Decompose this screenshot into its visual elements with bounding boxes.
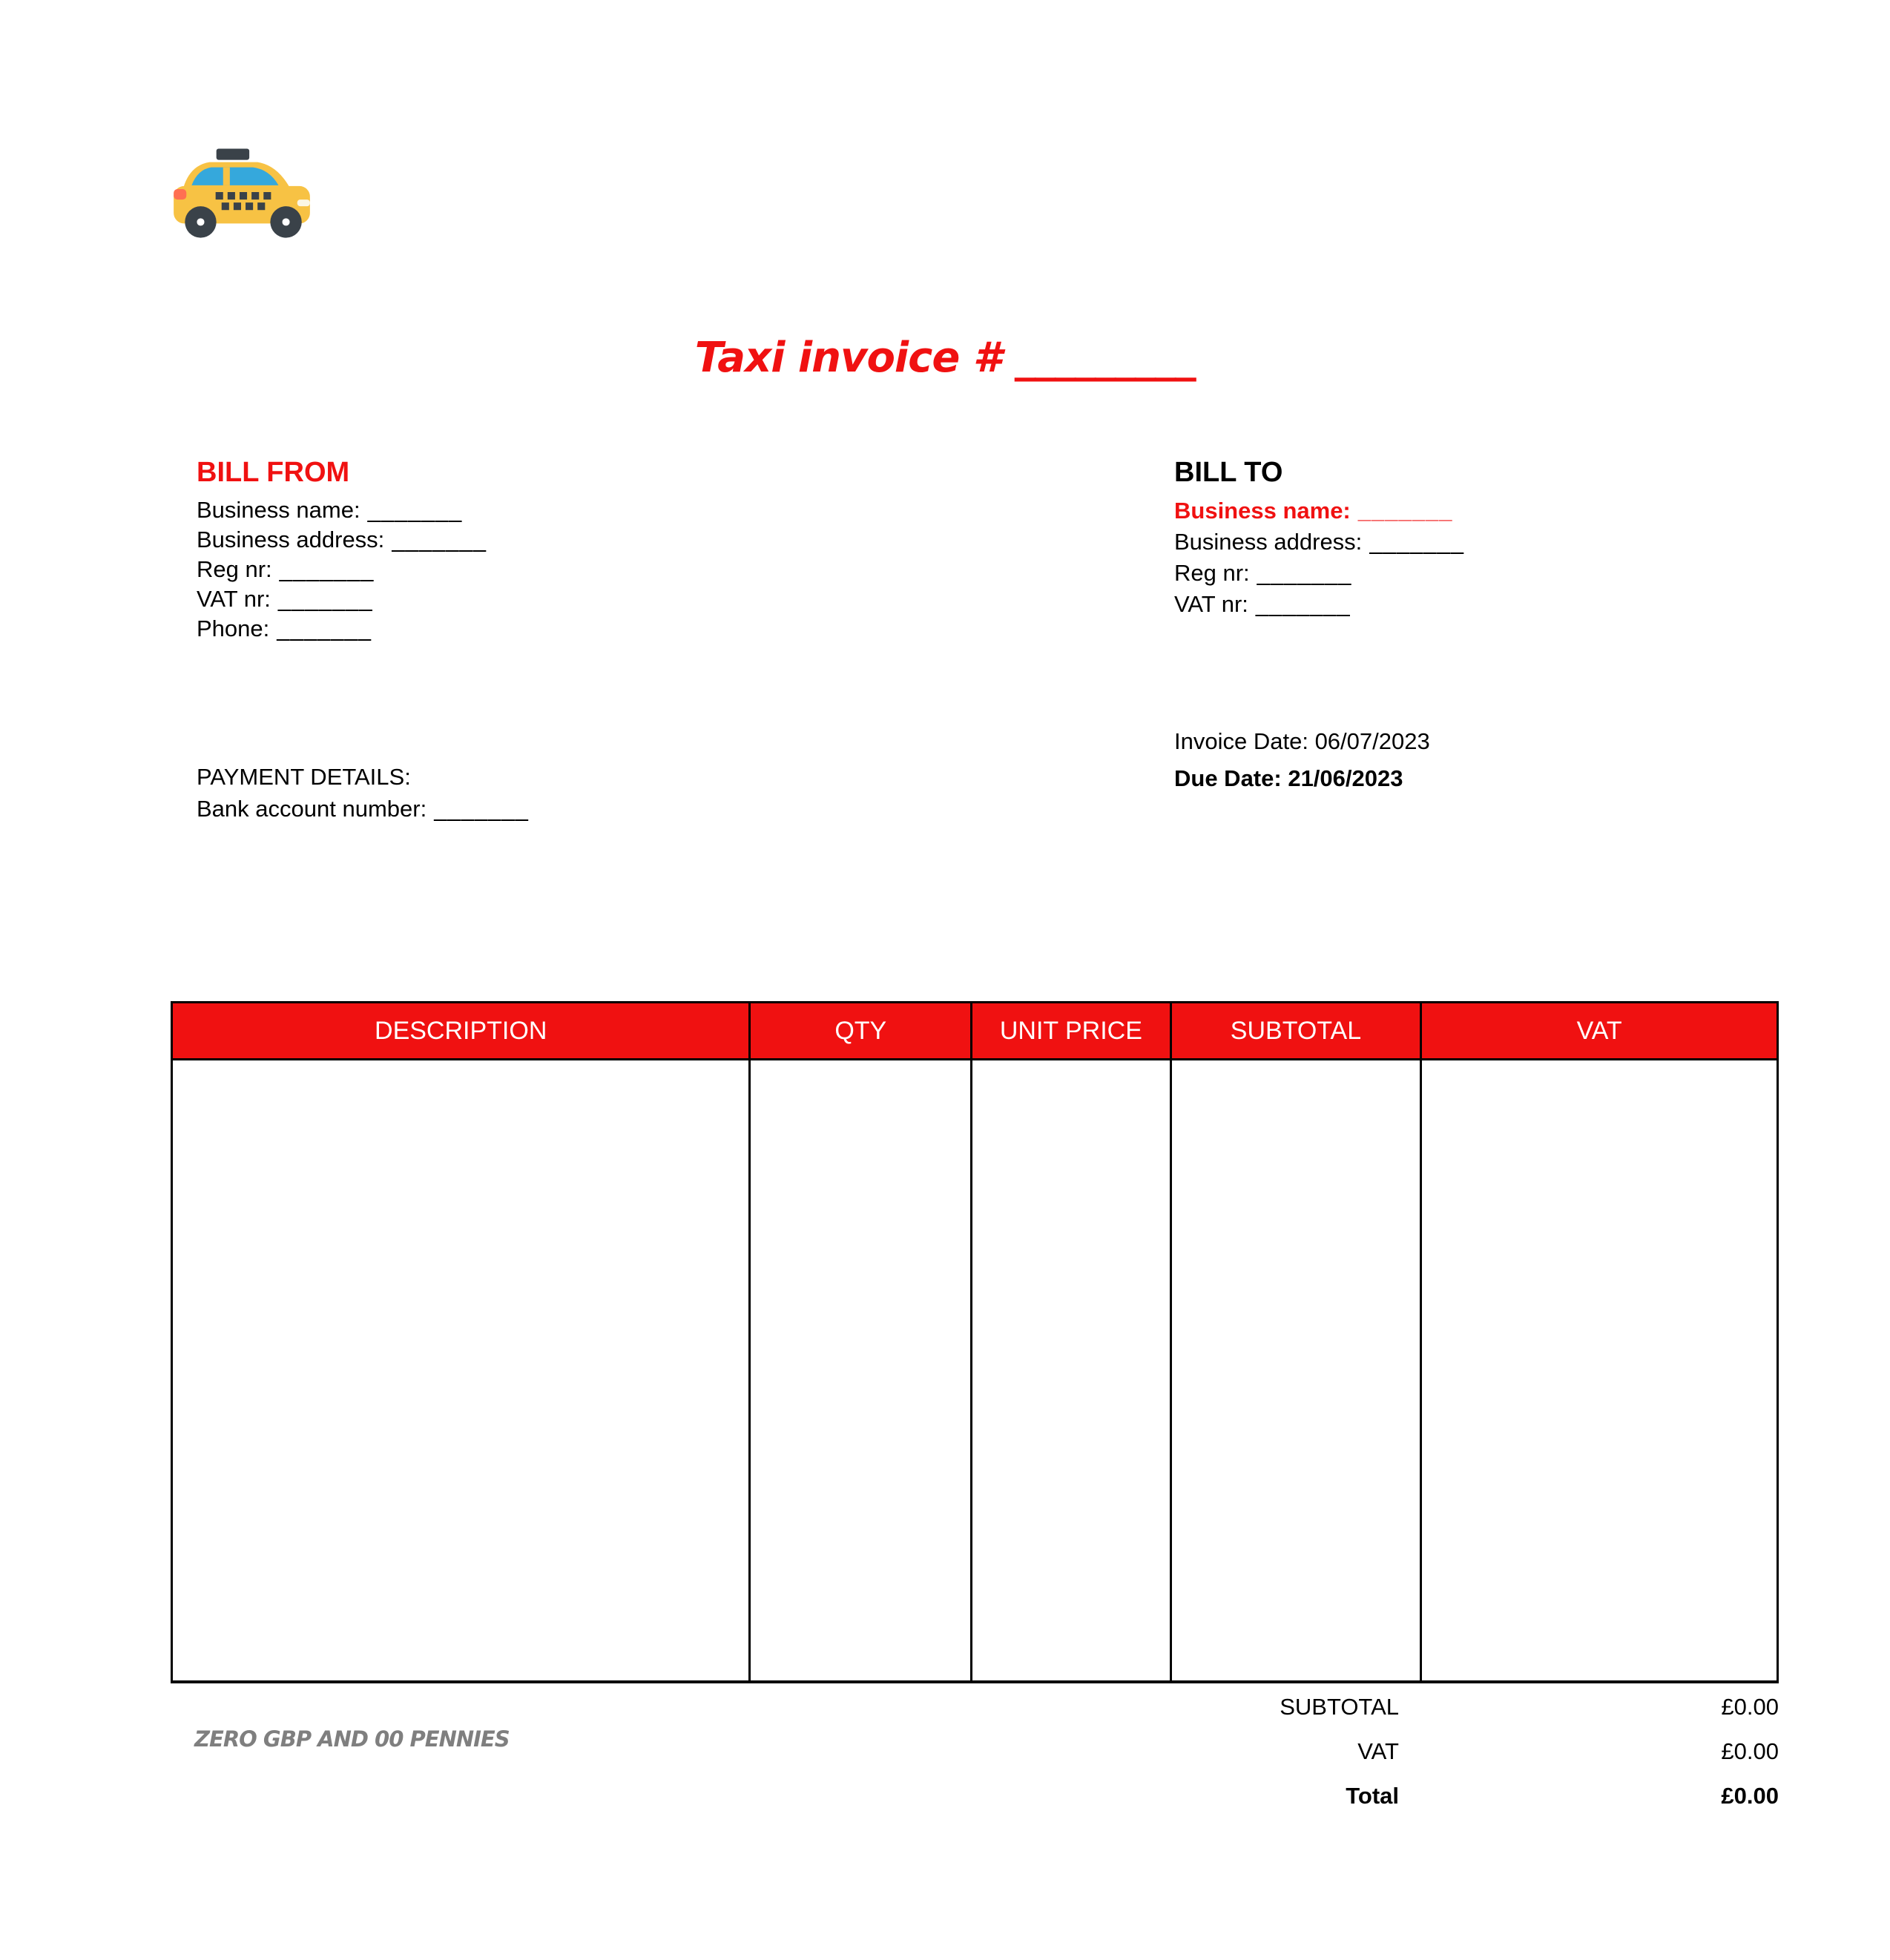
table-cell-vat bbox=[1421, 1060, 1778, 1683]
bill-from-business-address bbox=[197, 525, 487, 555]
column-header-qty: QTY bbox=[750, 1003, 972, 1060]
bill-from-heading: BILL FROM bbox=[197, 457, 350, 488]
due-date-line bbox=[1174, 760, 1430, 797]
field-label: Reg nr: bbox=[197, 556, 272, 582]
subtotal-label: SUBTOTAL bbox=[1280, 1694, 1399, 1720]
taxi-icon bbox=[163, 139, 320, 245]
page-title: Taxi invoice # _________ bbox=[694, 334, 1196, 382]
table-header-row bbox=[172, 1003, 1778, 1060]
line-items-table bbox=[171, 1001, 1779, 1683]
field-label: Bank account number: bbox=[197, 796, 427, 822]
table-cell-description bbox=[172, 1060, 750, 1683]
amount-in-words: ZERO GBP AND 00 PENNIES bbox=[194, 1726, 510, 1752]
totals-section bbox=[890, 1685, 1779, 1818]
field-label: Business address: bbox=[197, 527, 385, 552]
total-row bbox=[890, 1774, 1779, 1818]
vat-label: VAT bbox=[1357, 1738, 1399, 1764]
due-date-value: 21/06/2023 bbox=[1288, 765, 1403, 791]
bill-to-section bbox=[1174, 454, 1464, 620]
invoice-date-line bbox=[1174, 723, 1430, 760]
table-cell-unit-price bbox=[972, 1060, 1170, 1683]
column-header-vat: VAT bbox=[1421, 1003, 1778, 1060]
field-label: Reg nr: bbox=[1174, 560, 1250, 586]
payment-details-heading: PAYMENT DETAILS: bbox=[197, 764, 411, 790]
subtotal-value: £0.00 bbox=[1721, 1694, 1779, 1720]
invoice-date-value: 06/07/2023 bbox=[1314, 728, 1430, 754]
field-label: Business name: bbox=[1174, 498, 1351, 524]
bill-to-heading: BILL TO bbox=[1174, 457, 1283, 488]
field-blank: _______ bbox=[1369, 529, 1464, 555]
field-blank: _______ bbox=[277, 616, 372, 641]
subtotal-row bbox=[890, 1685, 1779, 1729]
column-header-subtotal: SUBTOTAL bbox=[1170, 1003, 1421, 1060]
field-label: Phone: bbox=[197, 616, 270, 641]
field-blank: _______ bbox=[392, 527, 487, 552]
bill-to-business-address bbox=[1174, 527, 1464, 558]
field-blank: _______ bbox=[1357, 498, 1453, 524]
total-value: £0.00 bbox=[1721, 1783, 1779, 1809]
field-label: VAT nr: bbox=[197, 586, 271, 612]
field-label: Business name: bbox=[197, 497, 360, 523]
field-blank: _______ bbox=[1255, 591, 1351, 617]
table-cell-qty bbox=[750, 1060, 972, 1683]
due-date-label: Due Date: bbox=[1174, 765, 1282, 791]
bill-from-reg-nr bbox=[197, 555, 487, 584]
column-header-unit-price: UNIT PRICE bbox=[972, 1003, 1170, 1060]
vat-row bbox=[890, 1729, 1779, 1774]
table-cell-subtotal bbox=[1170, 1060, 1421, 1683]
field-label: Business address: bbox=[1174, 529, 1363, 555]
bill-from-section bbox=[197, 454, 487, 644]
vat-value: £0.00 bbox=[1721, 1738, 1779, 1764]
column-header-description: DESCRIPTION bbox=[172, 1003, 750, 1060]
field-label: VAT nr: bbox=[1174, 591, 1248, 617]
table-empty-row bbox=[172, 1060, 1778, 1683]
field-blank: _______ bbox=[279, 556, 375, 582]
invoice-date-label: Invoice Date: bbox=[1174, 728, 1308, 754]
field-blank: _______ bbox=[367, 497, 463, 523]
total-label: Total bbox=[1346, 1783, 1399, 1809]
field-blank: _______ bbox=[434, 796, 529, 822]
bill-to-business-name bbox=[1174, 495, 1464, 527]
field-blank: _______ bbox=[277, 586, 373, 612]
bill-from-phone bbox=[197, 614, 487, 644]
bill-from-vat-nr bbox=[197, 584, 487, 614]
payment-details-section bbox=[197, 761, 529, 825]
dates-section bbox=[1174, 723, 1430, 797]
field-blank: _______ bbox=[1257, 560, 1352, 586]
bank-account-line bbox=[197, 793, 529, 825]
bill-to-reg-nr bbox=[1174, 558, 1464, 589]
bill-to-vat-nr bbox=[1174, 589, 1464, 620]
bill-from-business-name bbox=[197, 495, 487, 525]
